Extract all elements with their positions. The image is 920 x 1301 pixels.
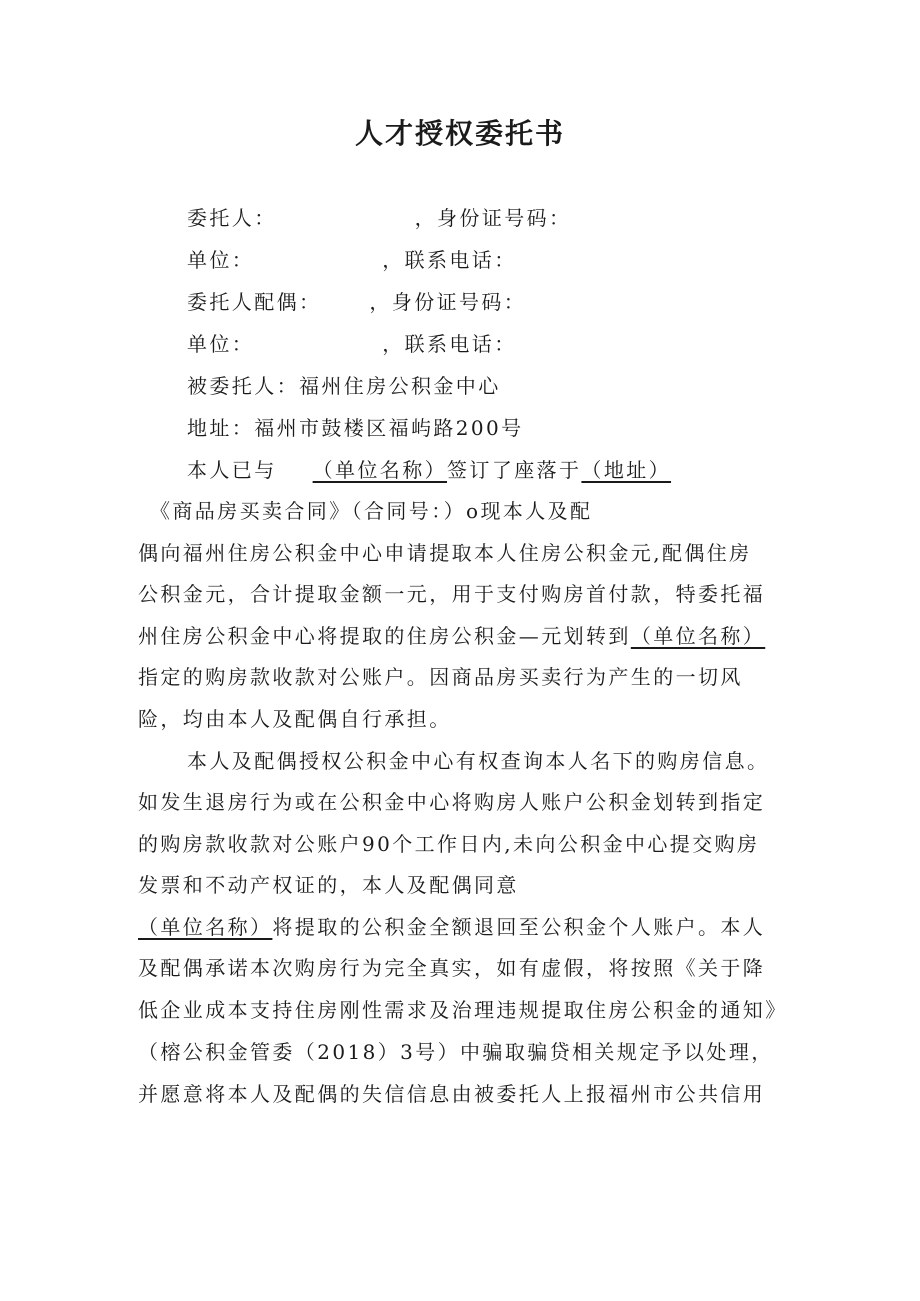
- body-line-16: 并愿意将本人及配偶的失信信息由被委托人上报福州市公共信用: [138, 1082, 766, 1106]
- spouse-unit-label: 单位：: [187, 332, 255, 356]
- unit-name-blank: （单位名称）: [630, 624, 766, 648]
- principal-unit-line: [187, 246, 517, 274]
- body-line-11: 发票和不动产权证的，本人及配偶同意: [138, 873, 519, 897]
- principal-unit-sep: ，: [382, 248, 405, 272]
- body-text: 本人已与: [187, 458, 277, 482]
- principal-phone-label: 联系电话：: [404, 248, 517, 272]
- address-line: 地址：福州市鼓楼区福屿路200号: [187, 416, 524, 440]
- principal-label: 委托人：: [187, 206, 277, 230]
- body-line-14: 低企业成本支持住房刚性需求及治理违规提取住房公积金的通知》: [138, 998, 788, 1022]
- principal-id-label: 身份证号码：: [437, 206, 572, 230]
- body-line-6: 指定的购房款收款对公账户。因商品房买卖行为产生的一切风: [138, 665, 743, 689]
- body-text: 州住房公积金中心将提取的住房公积金—元划转到: [138, 624, 631, 648]
- body-line-5: [138, 622, 765, 650]
- spouse-label: 委托人配偶：: [187, 290, 322, 314]
- unit-name-blank: （单位名称）: [138, 915, 273, 939]
- principal-line: [187, 204, 571, 232]
- body-line-2: 《商品房买卖合同》（合同号：）o现本人及配: [150, 499, 593, 523]
- document-title: 人才授权委托书: [354, 117, 565, 150]
- body-line-1: [187, 456, 671, 484]
- spouse-phone-label: 联系电话：: [404, 332, 517, 356]
- body-line-10: 的购房款收款对公账户90个工作日内,未向公积金中心提交购房: [138, 832, 760, 856]
- unit-name-blank: （单位名称）: [312, 458, 448, 482]
- body-line-13: 及配偶承诺本次购房行为完全真实，如有虚假，将按照《关于降: [138, 956, 766, 980]
- body-line-3: 偶向福州住房公积金中心申请提取本人住房公积金元,配偶住房: [138, 541, 752, 565]
- body-line-15: （榕公积金管委（2018）3号）中骗取骗贷相关规定予以处理，: [138, 1040, 774, 1064]
- principal-sep: ，: [414, 206, 438, 230]
- body-line-8: 本人及配偶授权公积金中心有权查询本人名下的购房信息。: [187, 749, 770, 773]
- address-blank: （地址）: [581, 458, 672, 482]
- spouse-line: [187, 288, 526, 316]
- spouse-unit-line: [187, 330, 517, 358]
- principal-unit-label: 单位：: [187, 248, 255, 272]
- body-text: 将提取的公积金全额退回至公积金个人账户。本人: [272, 915, 766, 939]
- spouse-sep: ，: [369, 290, 392, 314]
- body-line-12: [138, 913, 765, 941]
- body-line-4: 公积金元，合计提取金额一元，用于支付购房首付款，特委托福: [138, 582, 766, 606]
- body-text: 签订了座落于: [447, 458, 582, 482]
- spouse-id-label: 身份证号码：: [391, 290, 527, 314]
- body-line-9: 如发生退房行为或在公积金中心将购房人账户公积金划转到指定: [138, 790, 766, 814]
- body-line-7: 险，均由本人及配偶自行承担。: [138, 707, 452, 731]
- spouse-unit-sep: ，: [382, 332, 405, 356]
- agent-line: 被委托人：福州住房公积金中心: [187, 374, 501, 398]
